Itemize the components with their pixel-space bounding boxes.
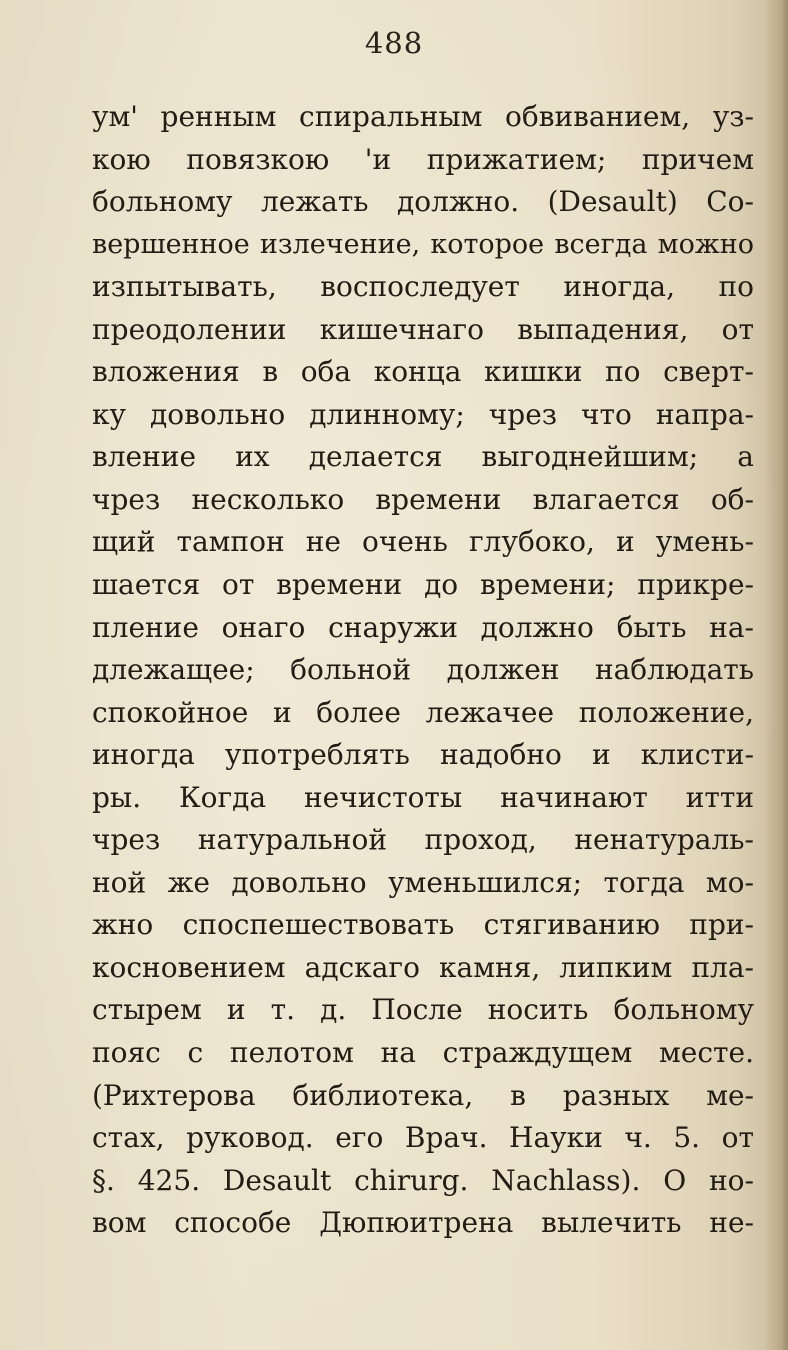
- text-line: больному лежать должно. (Desault) Со-: [92, 185, 754, 219]
- text-line: косновением адскаго камня, липким пла-: [92, 950, 754, 984]
- text-line: шается от времени до времени; прикре-: [92, 568, 754, 602]
- page-number: 488: [364, 26, 424, 60]
- text-line: ум' ренным спиральным обвиванием, уз-: [92, 100, 754, 133]
- text-line: пление онаго снаружи должно быть на-: [92, 610, 754, 644]
- text-line: стах, руковод. его Врач. Науки ч. 5. от: [92, 1121, 754, 1155]
- body-text: [92, 96, 754, 1245]
- text-line: длежащее; больной должен наблюдать: [92, 653, 754, 687]
- text-line: вложения в оба конца кишки по сверт-: [92, 355, 754, 389]
- text-line: пояс с пелотом на страждущем месте.: [92, 1036, 754, 1070]
- text-line: преодолении кишечнаго выпадения, от: [92, 312, 754, 346]
- text-line: спокойное и более лежачее положение,: [92, 695, 754, 729]
- text-line: вом способе Дюпюитрена вылечить не-: [92, 1206, 754, 1240]
- text-line: §. 425. Desault chirurg. Nachlass). О но-: [92, 1163, 754, 1197]
- text-line: щий тампон не очень глубоко, и умень-: [92, 525, 754, 559]
- text-line: изпытывать, воспоследует иногда, по: [92, 270, 754, 304]
- text-line: вление их делается выгоднейшим; а: [92, 440, 754, 474]
- text-line: стырем и т. д. После носить больному: [92, 993, 754, 1027]
- text-line: ной же довольно уменьшился; тогда мо-: [92, 865, 754, 899]
- text-line: ку довольно длинному; чрез что напра-: [92, 397, 754, 431]
- page-edge-shadow: [764, 0, 788, 1350]
- text-line: чрез натуральной проход, ненатураль-: [92, 823, 754, 857]
- text-line: (Рихтерова библиотека, в разных ме-: [92, 1078, 754, 1112]
- text-line: иногда употреблять надобно и клисти-: [92, 738, 754, 772]
- text-line: ры. Когда нечистоты начинают итти: [92, 780, 754, 814]
- text-line: чрез несколько времени влагается об-: [92, 482, 754, 516]
- text-line: вершенное излечение, которое всегда можно: [92, 228, 754, 260]
- text-line: кою повязкою 'и прижатием; причем: [92, 142, 754, 176]
- text-line: жно споспешествовать стягиванию при-: [92, 908, 754, 942]
